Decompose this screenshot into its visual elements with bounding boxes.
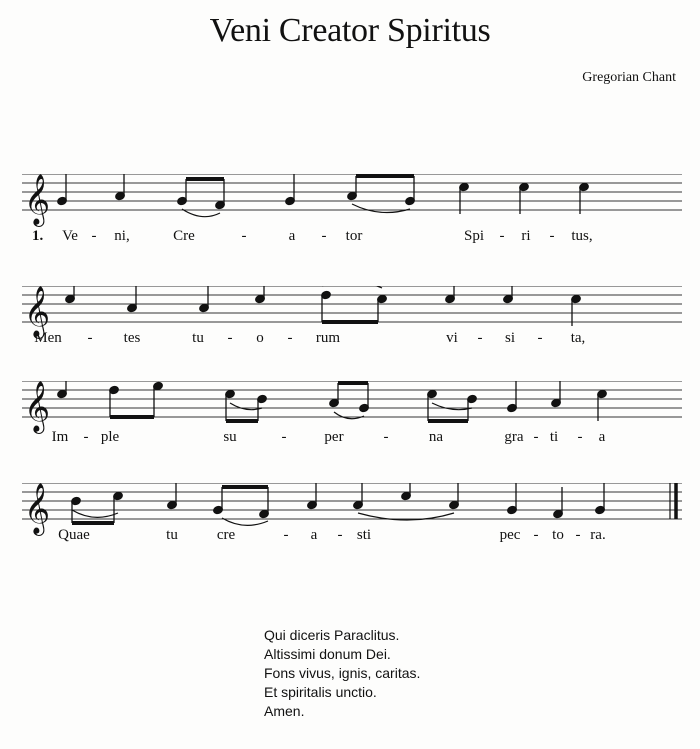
lyric: tus, [571, 228, 593, 244]
lyric: - [549, 228, 555, 244]
lyric: sti [356, 527, 372, 543]
lyric: - [533, 527, 539, 543]
staff-1 [22, 174, 682, 234]
lyric: - [321, 228, 327, 244]
staff-3 [22, 381, 682, 441]
lyric: - [575, 527, 581, 543]
lyric: ra. [590, 527, 606, 543]
treble-clef-icon: 𝄞 [24, 483, 51, 534]
lyric: a [288, 228, 296, 244]
lyric: - [281, 429, 287, 445]
verse-line: Altissimi donum Dei. [264, 646, 391, 662]
verse-line: Amen. [264, 703, 305, 719]
lyric: - [337, 527, 343, 543]
lyric: rum [315, 330, 341, 346]
lyric: tes [123, 330, 141, 346]
lyric: - [537, 330, 543, 346]
lyric: Quae [58, 527, 90, 543]
staff-4 [22, 483, 682, 543]
attribution: Gregorian Chant [582, 70, 676, 85]
lyric: na [428, 429, 444, 445]
lyric: ple [100, 429, 120, 445]
lyric: 1. [32, 228, 44, 244]
lyric: - [241, 228, 247, 244]
lyric: - [83, 429, 89, 445]
lyric: ta, [570, 330, 586, 346]
treble-clef-icon: 𝄞 [24, 381, 51, 432]
lyric: su [223, 429, 237, 445]
verse-line: Et spiritalis unctio. [264, 684, 377, 700]
lyric: - [577, 429, 583, 445]
treble-clef-icon: 𝄞 [24, 286, 51, 337]
verse-line: Fons vivus, ignis, caritas. [264, 665, 421, 681]
lyric: - [383, 429, 389, 445]
lyric: Ve [62, 228, 78, 244]
lyric: Spi [463, 228, 485, 244]
lyric: per [324, 429, 344, 445]
lyric: a [598, 429, 606, 445]
treble-clef-icon: 𝄞 [24, 174, 51, 225]
lyric: cre [216, 527, 236, 543]
lyric: - [87, 330, 93, 346]
lyric: - [91, 228, 97, 244]
lyric: - [283, 527, 289, 543]
lyric: ti [549, 429, 559, 445]
verse-line: Qui diceris Paraclitus. [264, 627, 400, 643]
lyric: - [287, 330, 293, 346]
lyric: Im [51, 429, 69, 445]
lyric: pec [499, 527, 521, 543]
lyric: - [533, 429, 539, 445]
lyric: tor [345, 228, 363, 244]
page-title: Veni Creator Spiritus [209, 12, 491, 49]
lyric: tu [192, 330, 204, 346]
lyric: - [477, 330, 483, 346]
lyric: ni, [114, 228, 130, 244]
lyric: o [256, 330, 264, 346]
lyric: Cre [173, 228, 195, 244]
lyric: si [504, 330, 516, 346]
verse-text [264, 626, 420, 721]
lyric: gra [504, 429, 524, 445]
lyric: vi [446, 330, 458, 346]
lyric: to [552, 527, 564, 543]
lyric: ri [521, 228, 531, 244]
lyric: - [227, 330, 233, 346]
lyric: tu [166, 527, 178, 543]
lyric: - [499, 228, 505, 244]
lyric: Men [34, 330, 62, 346]
lyric: a [310, 527, 318, 543]
